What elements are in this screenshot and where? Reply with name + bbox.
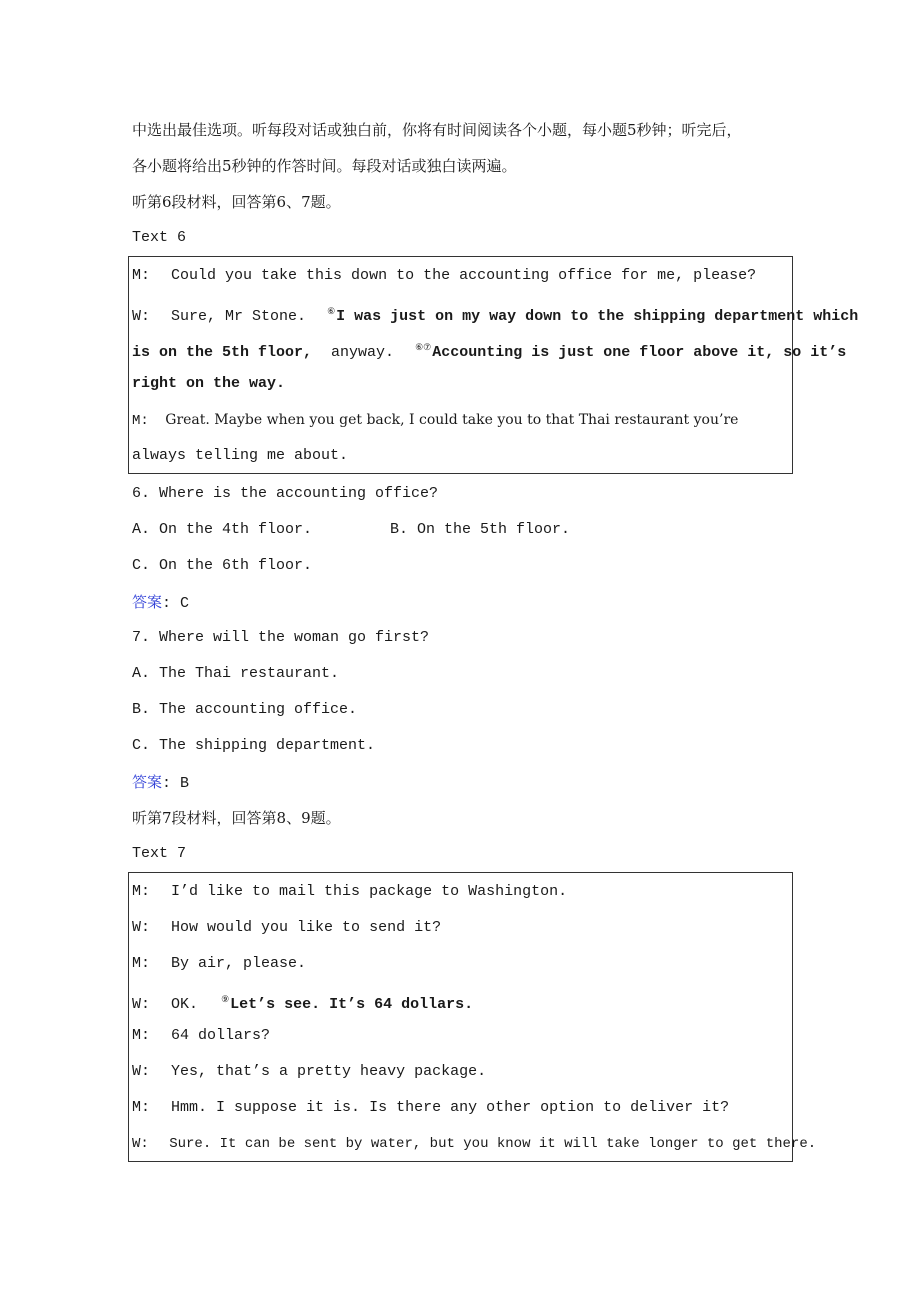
speaker-label: W: xyxy=(132,1136,149,1152)
key-sentence: Accounting is just one floor above it, so it’s xyxy=(432,344,847,361)
section7-text-label: Text 7 xyxy=(132,845,187,862)
dialogue-text: I’d like to mail this package to Washington. xyxy=(171,883,568,900)
question-marker: ⑥⑦ xyxy=(415,343,432,353)
speaker-label: W: xyxy=(132,1063,151,1080)
transcript-line xyxy=(132,1098,729,1118)
q6-answer xyxy=(132,592,189,612)
section6-text-label: Text 6 xyxy=(132,229,187,246)
speaker-label: M: xyxy=(132,883,151,900)
q7-option-c: C. The shipping department. xyxy=(132,737,376,754)
question-6: 6. Where is the accounting office? xyxy=(132,485,439,502)
dialogue-text: Hmm. I suppose it is. Is there any other option to deliver it? xyxy=(171,1099,730,1116)
speaker-label: M: xyxy=(132,413,149,429)
question-7: 7. Where will the woman go first? xyxy=(132,629,430,646)
dialogue-text: How would you like to send it? xyxy=(171,919,442,936)
question-marker: ⑥ xyxy=(327,307,336,317)
section6-intro: 听第6段材料，回答第6、7题。 xyxy=(132,193,341,211)
dialogue-text: Yes, that’s a pretty heavy package. xyxy=(171,1063,487,1080)
dialogue-text: anyway. xyxy=(331,344,395,361)
key-sentence: Let’s see. It’s 64 dollars. xyxy=(230,996,474,1013)
answer-value: : B xyxy=(162,775,190,792)
speaker-label: W: xyxy=(132,308,151,325)
transcript-line xyxy=(132,954,306,974)
answer-value: : C xyxy=(162,595,190,612)
transcript-line xyxy=(132,410,738,430)
dialogue-text: Sure, Mr Stone. xyxy=(171,308,307,325)
question-marker: ⑨ xyxy=(221,995,230,1005)
section7-intro: 听第7段材料，回答第8、9题。 xyxy=(132,809,341,827)
q7-option-b: B. The accounting office. xyxy=(132,701,358,718)
transcript-line xyxy=(132,1134,816,1154)
transcript-line xyxy=(132,338,847,361)
speaker-label: W: xyxy=(132,996,151,1013)
q7-answer xyxy=(132,772,189,792)
dialogue-text: 64 dollars? xyxy=(171,1027,271,1044)
speaker-label: W: xyxy=(132,919,151,936)
q6-option-c: C. On the 6th floor. xyxy=(132,557,313,574)
speaker-label: M: xyxy=(132,1099,151,1116)
q6-option-b: B. On the 5th floor. xyxy=(390,521,571,538)
transcript-line xyxy=(132,1026,270,1046)
dialogue-text: Great. Maybe when you get back, I could take you to that Thai restaurant you’re xyxy=(165,412,739,428)
instructions-line-1: 中选出最佳选项。听每段对话或独白前，你将有时间阅读各个小题，每小题5秒钟；听完后， xyxy=(132,121,742,139)
section7-transcript-box xyxy=(128,872,817,1162)
speaker-label: M: xyxy=(132,267,151,284)
key-sentence: I was just on my way down to the shipping department which xyxy=(336,308,859,325)
key-sentence: right on the way. xyxy=(132,375,286,392)
speaker-label: M: xyxy=(132,1027,151,1044)
dialogue-text: Could you take this down to the accounting office for me, please? xyxy=(171,267,757,284)
transcript-line xyxy=(132,882,567,902)
q7-option-a: A. The Thai restaurant. xyxy=(132,665,340,682)
transcript-line xyxy=(132,302,859,325)
transcript-line xyxy=(132,918,441,938)
speaker-label: M: xyxy=(132,955,151,972)
transcript-line xyxy=(132,266,756,286)
answer-label: 答案 xyxy=(132,593,163,611)
section6-transcript-box xyxy=(128,256,859,474)
answer-label: 答案 xyxy=(132,773,163,791)
instructions-line-2: 各小题将给出5秒钟的作答时间。每段对话或独白读两遍。 xyxy=(132,157,517,175)
transcript-line xyxy=(132,1062,486,1082)
key-sentence: is on the 5th floor, xyxy=(132,344,313,361)
transcript-line xyxy=(132,990,474,1013)
dialogue-text: Sure. It can be sent by water, but you know it will take longer to get there. xyxy=(169,1136,817,1152)
dialogue-text: By air, please. xyxy=(171,955,307,972)
q6-options-row xyxy=(132,520,571,540)
q6-option-a: A. On the 4th floor. xyxy=(132,521,313,538)
dialogue-text: always telling me about. xyxy=(132,447,349,464)
dialogue-text: OK. xyxy=(171,996,199,1013)
